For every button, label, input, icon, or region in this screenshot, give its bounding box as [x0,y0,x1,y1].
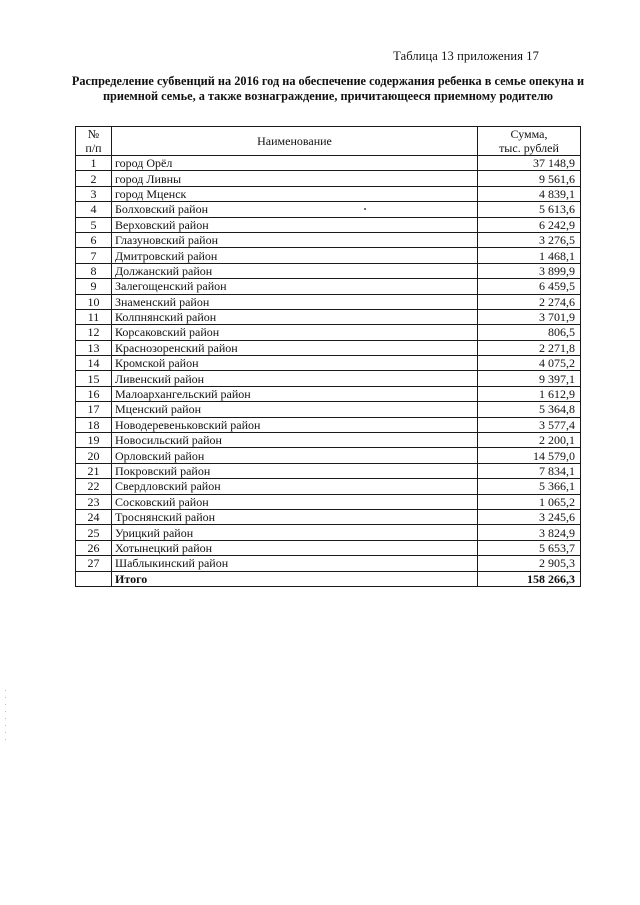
row-name-cell: Сосковский район [112,494,478,509]
row-sum-cell: 3 899,9 [478,263,581,278]
total-label-cell: Итого [112,571,478,586]
row-name-cell: Урицкий район [112,525,478,540]
row-sum-cell: 14 579,0 [478,448,581,463]
table-row [76,402,581,417]
table-row [76,417,581,432]
table-row [76,448,581,463]
row-number-cell: 3 [76,186,112,201]
row-name-cell: Троснянский район [112,509,478,524]
row-number-cell: 17 [76,402,112,417]
table-row [76,356,581,371]
table-row [76,232,581,247]
row-sum-cell: 9 397,1 [478,371,581,386]
table-row [76,371,581,386]
row-number-cell: 14 [76,356,112,371]
row-name-cell: Колпнянский район [112,309,478,324]
row-sum-cell: 3 824,9 [478,525,581,540]
row-name-cell: Шаблыкинский район [112,556,478,571]
row-number-cell: 24 [76,509,112,524]
row-sum-cell: 3 276,5 [478,232,581,247]
header-number-line1: № [87,127,100,141]
scan-margin-marks [5,690,6,746]
table-row [76,525,581,540]
table-row [76,509,581,524]
row-name-cell: Покровский район [112,463,478,478]
row-name-cell: Должанский район [112,263,478,278]
table-row [76,202,581,217]
row-number-cell: 2 [76,171,112,186]
table-row [76,540,581,555]
table-row [76,186,581,201]
row-number-cell: 16 [76,386,112,401]
row-number-cell: 27 [76,556,112,571]
row-sum-cell: 806,5 [478,325,581,340]
row-name-cell: Знаменский район [112,294,478,309]
row-name-cell: Мценский район [112,402,478,417]
row-number-cell: 1 [76,156,112,171]
table-row [76,279,581,294]
row-number-cell: 23 [76,494,112,509]
table-row [76,171,581,186]
header-sum [478,127,581,156]
row-name-cell: Малоархангельский район [112,386,478,401]
row-name-cell: город Орёл [112,156,478,171]
row-number-cell: 25 [76,525,112,540]
row-name-cell: город Ливны [112,171,478,186]
table-row [76,433,581,448]
table-row [76,340,581,355]
table-row [76,463,581,478]
row-number-cell: 5 [76,217,112,232]
row-sum-cell: 2 905,3 [478,556,581,571]
row-sum-cell: 3 701,9 [478,309,581,324]
row-sum-cell: 5 653,7 [478,540,581,555]
row-number-cell: 26 [76,540,112,555]
table-row [76,309,581,324]
table-row [76,248,581,263]
row-number-cell: 9 [76,279,112,294]
row-sum-cell: 4 075,2 [478,356,581,371]
row-number-cell: 22 [76,479,112,494]
table-row [76,217,581,232]
table-body [76,156,581,572]
row-name-cell: Хотынецкий район [112,540,478,555]
header-sum-line1: Сумма, [510,127,548,141]
row-name-cell: город Мценск [112,186,478,201]
table-row [76,263,581,278]
document-title: Распределение субвенций на 2016 год на обеспечение содержания ребенка в семье опекуна и приемной семье, а также вознаграждение, причитающееся приемному родителю [71,74,585,103]
row-sum-cell: 7 834,1 [478,463,581,478]
row-name-cell: Дмитровский район [112,248,478,263]
row-number-cell: 11 [76,309,112,324]
row-sum-cell: 4 839,1 [478,186,581,201]
row-sum-cell: 6 459,5 [478,279,581,294]
row-sum-cell: 1 065,2 [478,494,581,509]
header-name: Наименование [112,127,478,156]
row-number-cell: 13 [76,340,112,355]
row-sum-cell: 3 245,6 [478,509,581,524]
row-number-cell: 21 [76,463,112,478]
total-row [76,571,581,586]
row-sum-cell: 37 148,9 [478,156,581,171]
row-sum-cell: 2 200,1 [478,433,581,448]
row-name-cell: Кромской район [112,356,478,371]
row-name-cell: Залегощенский район [112,279,478,294]
row-name-cell: Краснозоренский район [112,340,478,355]
row-number-cell: 18 [76,417,112,432]
row-number-cell: 6 [76,232,112,247]
row-name-cell: Корсаковский район [112,325,478,340]
row-name-cell: Ливенский район [112,371,478,386]
table-caption: Таблица 13 приложения 17 [393,49,539,63]
row-sum-cell: 5 364,8 [478,402,581,417]
total-number-cell [76,571,112,586]
row-name-cell: Новосильский район [112,433,478,448]
header-sum-line2: тыс. рублей [499,141,559,155]
row-name-cell: Свердловский район [112,479,478,494]
row-number-cell: 19 [76,433,112,448]
table-row [76,294,581,309]
table-row [76,556,581,571]
row-sum-cell: 5 366,1 [478,479,581,494]
row-name-cell: Новодеревеньковский район [112,417,478,432]
row-sum-cell: 2 271,8 [478,340,581,355]
row-number-cell: 8 [76,263,112,278]
row-name-cell: Болховский район [112,202,478,217]
row-sum-cell: 9 561,6 [478,171,581,186]
row-sum-cell: 6 242,9 [478,217,581,232]
table-row [76,494,581,509]
row-number-cell: 7 [76,248,112,263]
row-number-cell: 4 [76,202,112,217]
table-header-row [76,127,581,156]
row-name-cell: Глазуновский район [112,232,478,247]
row-sum-cell: 3 577,4 [478,417,581,432]
row-name-cell: Верховский район [112,217,478,232]
distribution-table [75,126,581,587]
table-row [76,325,581,340]
header-number-line2: п/п [85,141,102,155]
header-number [76,127,112,156]
row-sum-cell: 1 612,9 [478,386,581,401]
row-name-cell: Орловский район [112,448,478,463]
row-number-cell: 15 [76,371,112,386]
row-number-cell: 20 [76,448,112,463]
row-number-cell: 10 [76,294,112,309]
table-row [76,479,581,494]
table-row [76,386,581,401]
table-row [76,156,581,171]
row-sum-cell: 1 468,1 [478,248,581,263]
scan-speck [364,208,366,210]
row-sum-cell: 2 274,6 [478,294,581,309]
row-sum-cell: 5 613,6 [478,202,581,217]
total-sum-cell: 158 266,3 [478,571,581,586]
row-number-cell: 12 [76,325,112,340]
